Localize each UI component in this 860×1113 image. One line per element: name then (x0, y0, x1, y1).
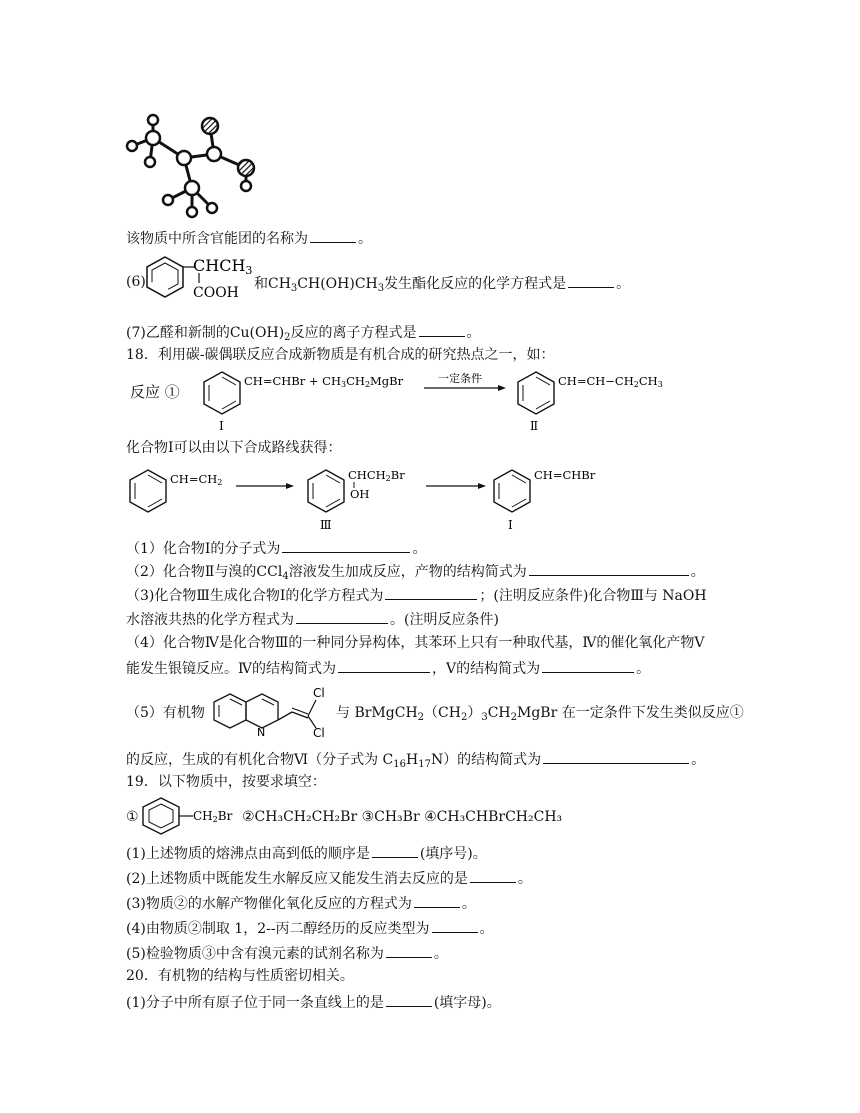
reaction-1-scheme (128, 368, 688, 436)
q19-substance1-num: ① (126, 809, 139, 825)
q18-part5-prefix: （5）有机物 (126, 705, 205, 721)
q18-route-intro: 化合物Ⅰ可以由以下合成路线获得： (126, 440, 342, 456)
svg-text:CH=CH−CH2CH3: CH=CH−CH2CH3 (558, 374, 663, 389)
q18-part1: （1）化合物Ⅰ的分子式为 。 (126, 538, 426, 558)
q20-title: 20．有机物的结构与性质密切相关。 (126, 968, 354, 984)
q6-benzene-structure (143, 253, 253, 303)
synthesis-route (126, 462, 626, 534)
quinoline-structure (212, 682, 336, 738)
label-II: Ⅱ (530, 419, 539, 433)
q17-item6-text: 和$CH_3CH(OH)CH_3$发生酯化反应的化学方程式是 。 (254, 273, 630, 293)
q19-item4: (4)由物质②制取 1，2--丙二醇经历的反应类型为 。 (126, 918, 494, 938)
q18-part3b: 水溶液共热的化学方程式为 。(注明反应条件) (126, 609, 499, 629)
label-I: Ⅰ (219, 419, 224, 433)
label-III: Ⅲ (320, 518, 332, 532)
q17-functional-group-line: 该物质中所含官能团的名称为 。 (126, 228, 372, 248)
compound-I-text: CH=CHBr (534, 468, 596, 482)
q20-item1: (1)分子中所有原子位于同一条直线上的是 (填字母)。 (126, 992, 501, 1012)
cl-label-1: Cl (313, 686, 325, 700)
q19-item5: (5)检验物质③中含有溴元素的试剂名称为 。 (126, 943, 448, 963)
svg-text:CH=CHBr + CH3CH2MgBr: CH=CHBr + CH3CH2MgBr (244, 374, 404, 389)
q18-part2: （2）化合物Ⅱ与溴的CCl$_4$溶液发生加成反应，产物的结构简式为 。 (126, 561, 705, 581)
q19-item2: (2)上述物质中既能发生水解反应又能发生消去反应的是 。 (126, 868, 532, 888)
benzyl-bromide-structure (141, 796, 241, 836)
svg-text:CH=CH2: CH=CH2 (170, 472, 223, 487)
q18-part3a: （3)化合物Ⅲ生成化合物Ⅰ的化学方程式为 ；(注明反应条件)化合物Ⅲ与 NaOH (126, 585, 707, 605)
oh-group: OH (350, 487, 370, 501)
q18-part5-a: 与 $BrMgCH_2(CH_2)_3CH_2MgBr$ 在一定条件下发生类似反应① (336, 705, 744, 723)
q18-part4b: 能发生银镜反应。Ⅳ的结构简式为 ，Ⅴ的结构简式为 。 (126, 658, 650, 678)
q18-title: 18．利用碳-碳偶联反应合成新物质是有机合成的研究热点之一，如： (126, 347, 555, 363)
cl-label-2: Cl (313, 726, 325, 740)
q19-title: 19．以下物质中，按要求填空： (126, 774, 326, 790)
label-I-2: Ⅰ (508, 518, 513, 532)
nitrogen-label: N (257, 726, 266, 739)
reaction-label: 反应 ① (130, 383, 180, 401)
svg-text:CH2Br: CH2Br (193, 809, 233, 824)
q18-part5-b: 的反应，生成的有机化合物Ⅵ（分子式为 $C_{16}H_{17}N$）的结构简式为 。 (126, 749, 705, 769)
q17-item7: (7)乙醛和新制的$Cu(OH)_2$反应的离子方程式是 。 (126, 322, 481, 342)
condition-label: 一定条件 (438, 372, 482, 385)
ball-and-stick-model (120, 108, 270, 218)
q19-item3: (3)物质②的水解产物催化氧化反应的方程式为 。 (126, 893, 476, 913)
q19-item1: (1)上述物质的熔沸点由高到低的顺序是 (填序号)。 (126, 843, 487, 863)
svg-text:CHCH2Br: CHCH2Br (348, 468, 405, 483)
q6-struct-bottom: COOH (193, 285, 239, 301)
q6-struct-top: CHCH (193, 256, 246, 275)
svg-text:CHCH3: CHCH3 (193, 256, 253, 277)
q19-substances-rest: ②CH₃CH₂CH₂Br ③CH₃Br ④CH₃CHBrCH₂CH₃ (242, 809, 563, 825)
q18-part4a: （4）化合物Ⅳ是化合物Ⅲ的一种同分异构体，其苯环上只有一种取代基，Ⅳ的催化氧化产物Ⅴ (126, 635, 705, 651)
q17-item6-number: (6) (126, 274, 146, 290)
